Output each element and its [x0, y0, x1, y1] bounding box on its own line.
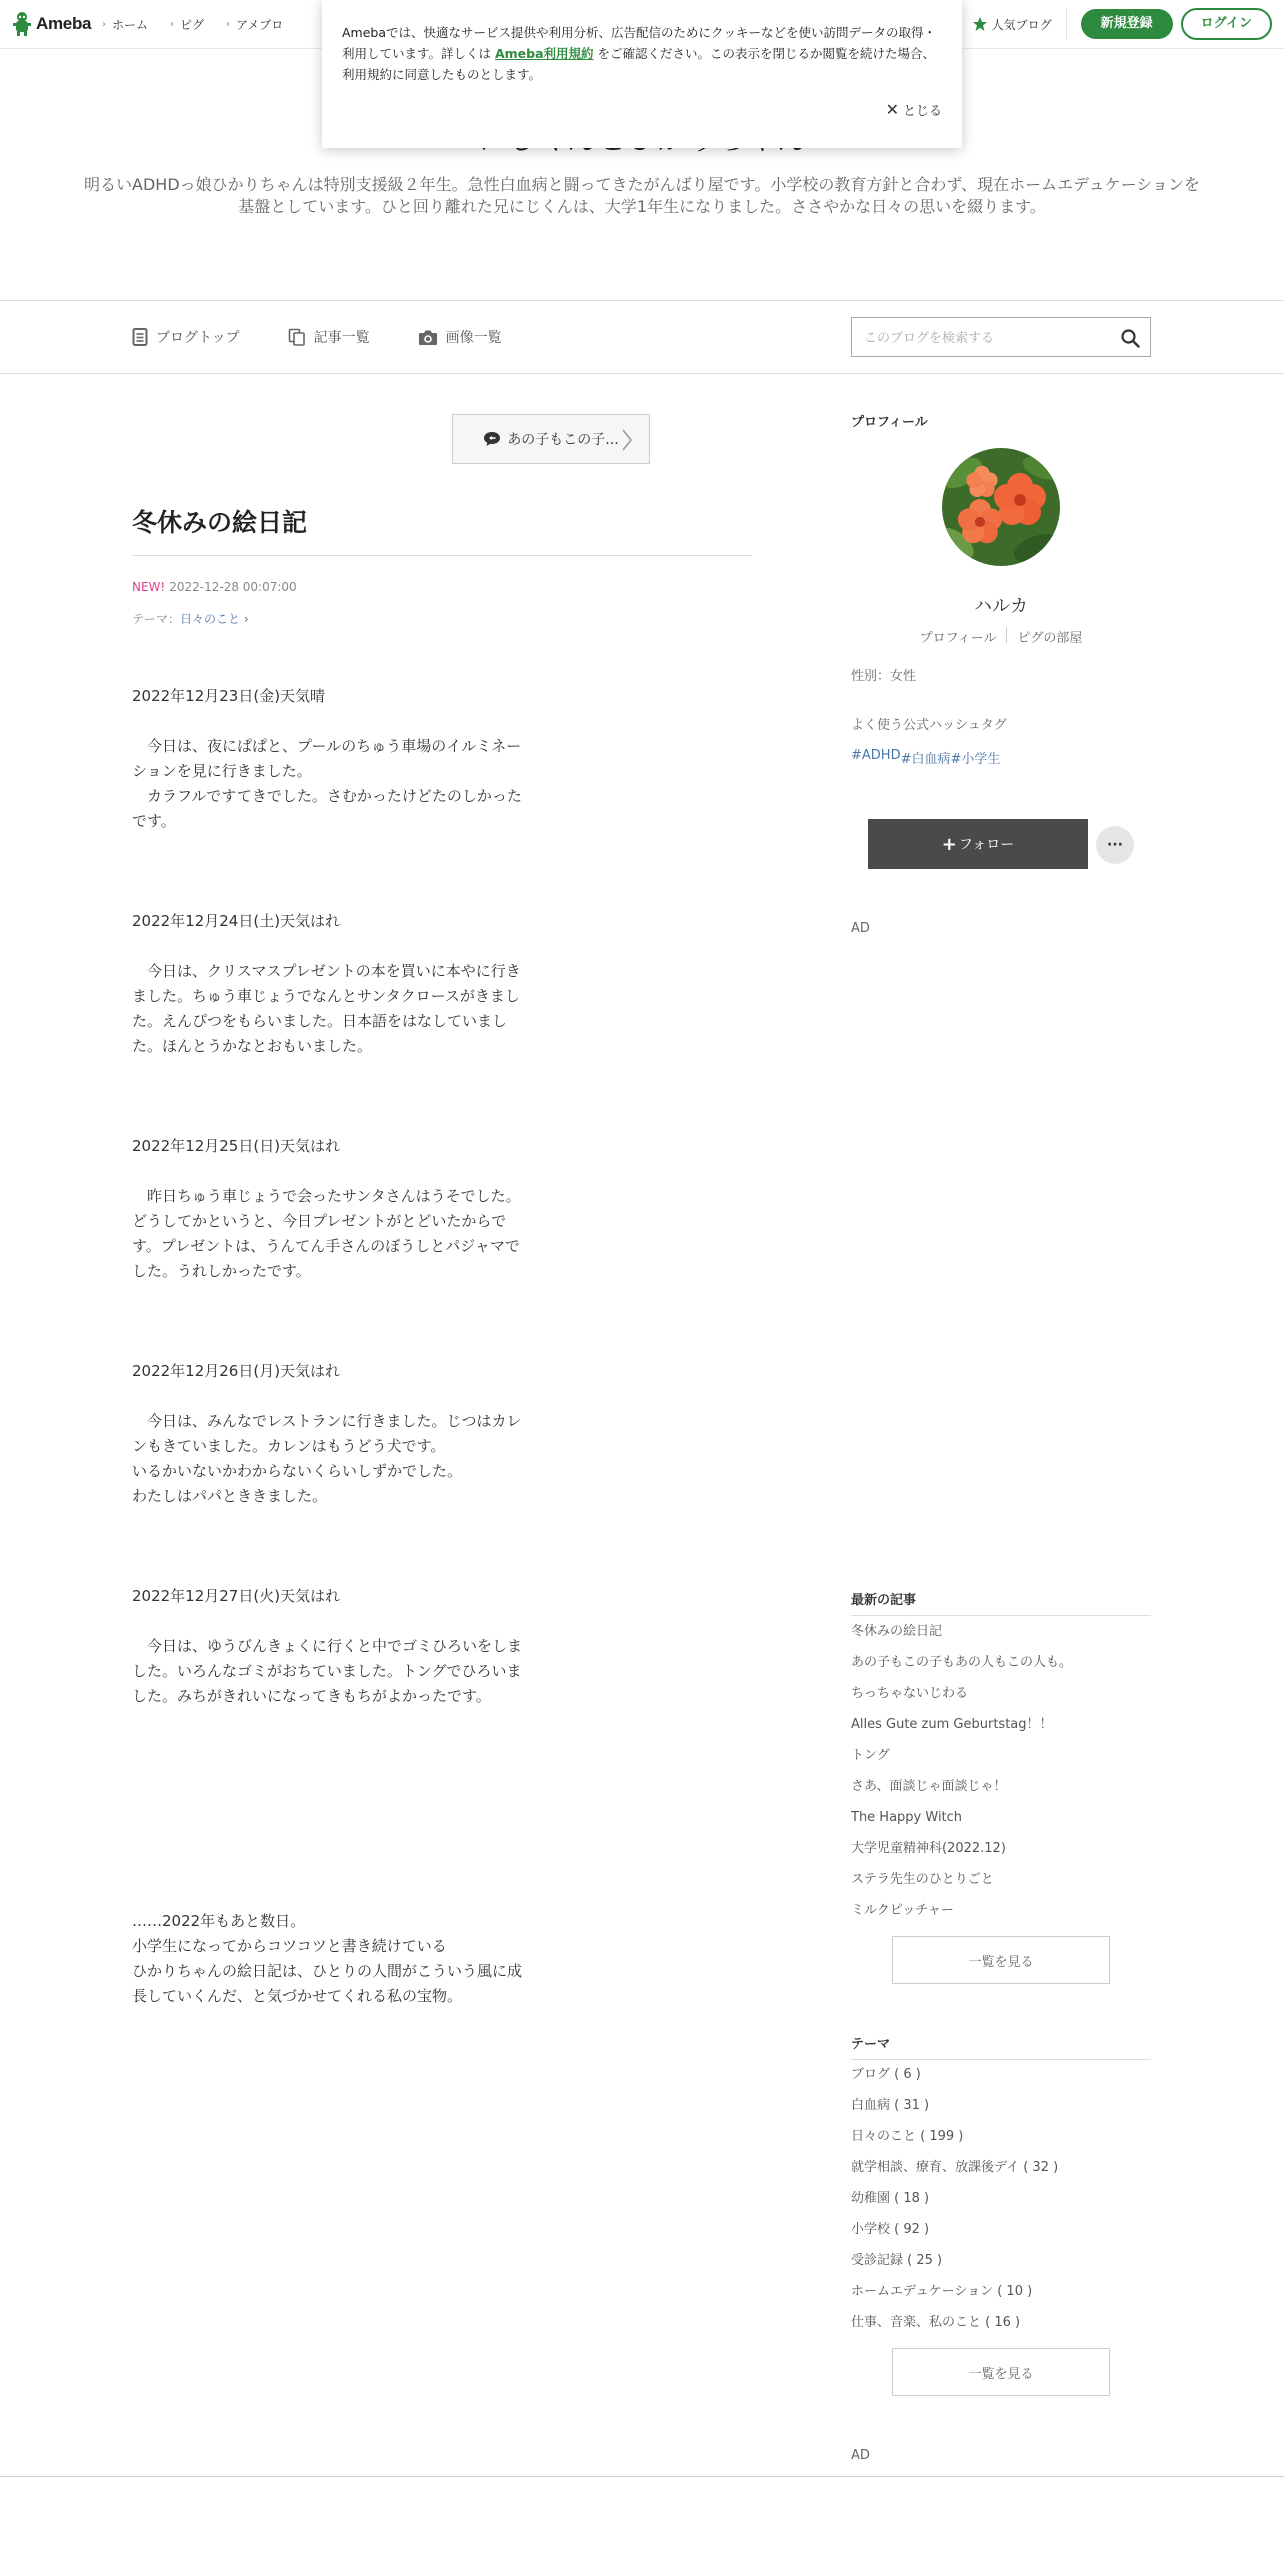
blog-subnav: [0, 300, 1284, 374]
list-item[interactable]: 冬休みの絵日記: [851, 1624, 943, 1639]
diary-date-1224: 2022年12月24日(土)天気はれ: [132, 912, 341, 930]
nav-pigg-label: ピグ: [180, 17, 205, 32]
close-icon: ✕: [885, 100, 899, 119]
list-item[interactable]: あの子もこの子もあの人もこの人も。: [851, 1655, 1073, 1670]
document-icon: [132, 328, 148, 346]
popular-blogs-label: 人気ブログ: [991, 17, 1052, 32]
register-button[interactable]: 新規登録: [1081, 9, 1173, 39]
chevron-right-icon: [621, 428, 633, 452]
list-item[interactable]: 就学相談、療育、放課後デイ ( 32 ): [851, 2160, 1059, 2175]
terms-link[interactable]: Ameba利用規約: [494, 46, 594, 61]
list-item[interactable]: ホームエデュケーション ( 10 ): [851, 2284, 1033, 2299]
popular-blogs-link[interactable]: [972, 8, 1067, 40]
logo-text: Ameba: [36, 14, 92, 33]
hashtag-list: [851, 748, 1000, 767]
diary-date-1227: 2022年12月27日(火)天気はれ: [132, 1587, 341, 1605]
diary-entry-1223: 今日は、夜にぱぱと、プールのちゅう車場のイルミネーションを見に行きました。 カラフルですてきでした。さむかったけどたのしかったです。: [132, 737, 522, 830]
prev-article-label: あの子もこの子...: [507, 432, 619, 448]
diary-date-1226: 2022年12月26日(月)天気はれ: [132, 1362, 341, 1380]
list-item[interactable]: The Happy Witch: [851, 1810, 963, 1825]
cookie-text-2: をご確認ください。この表示を閉じるか閲覧を続けた場合、利用規約に同意したものとします。: [342, 46, 936, 82]
theme-link[interactable]: 日々のこと: [180, 612, 241, 626]
nav-home[interactable]: [102, 16, 148, 33]
ameba-mascot-icon: [12, 11, 32, 37]
diary-entry-1227: 今日は、ゆうびんきょくに行くと中でゴミひろいをしました。いろんなゴミがおちていました。トングでひろいました。みちがきれいになってきもちがよかったです。: [132, 1637, 523, 1705]
hashtag-adhd[interactable]: #ADHD: [851, 748, 901, 763]
cookie-close-button[interactable]: [886, 100, 942, 119]
article-list-link[interactable]: [288, 327, 370, 347]
speech-bubble-icon: [483, 431, 501, 447]
cookie-consent-banner: [322, 0, 962, 148]
profile-links: [851, 627, 1151, 646]
list-item[interactable]: さあ、面談じゃ面談じゃ！: [851, 1779, 1007, 1794]
article-date: [132, 580, 297, 594]
list-item[interactable]: ミルクピッチャー: [851, 1903, 954, 1918]
list-item[interactable]: ちっちゃないじわる: [851, 1686, 969, 1701]
profile-avatar[interactable]: [942, 448, 1060, 566]
follow-button[interactable]: [868, 819, 1088, 869]
theme-heading: テーマ: [851, 2037, 891, 2052]
chevron-right-icon: ›: [243, 612, 249, 626]
camera-icon: [418, 329, 438, 346]
blog-search-input[interactable]: [862, 318, 1106, 358]
hashtag-elementary[interactable]: #小学生: [950, 752, 1001, 767]
blog-top-label: ブログトップ: [156, 330, 240, 346]
ad-label: AD: [851, 921, 870, 936]
diary-entry-1224: 今日は、クリスマスプレゼントの本を買いに本やに行きました。ちゅう車じょうでなんとサンタクロースがきました。えんぴつをもらいました。日本語をはなしていました。ほんとうかなとおもいました。: [132, 962, 521, 1055]
theme-see-all-button[interactable]: 一覧を見る: [892, 2348, 1110, 2396]
cookie-text-1: Amebaでは、快適なサービス提供や利用分析、広告配信のためにクッキーなどを使い訪問データの取得・利用しています。詳しくは: [342, 25, 937, 61]
nav-ameblo[interactable]: [226, 16, 283, 33]
chevron-right-icon: ›: [170, 18, 175, 30]
chevron-right-icon: ›: [102, 18, 106, 30]
hashtag-heading: よく使う公式ハッシュタグ: [851, 718, 1007, 733]
nav-pigg[interactable]: [170, 16, 204, 33]
diary-date-1225: 2022年12月25日(日)天気はれ: [132, 1137, 341, 1155]
chevron-right-icon: ›: [226, 18, 231, 30]
theme-label: テーマ：: [132, 612, 181, 626]
profile-link[interactable]: プロフィール: [919, 631, 997, 646]
list-item[interactable]: 幼稚園 ( 18 ): [851, 2191, 930, 2206]
hibiscus-photo: [942, 448, 1060, 566]
blog-top-link[interactable]: [132, 327, 240, 347]
footer-divider: [0, 2476, 1284, 2477]
article-list-label: 記事一覧: [313, 330, 370, 346]
new-badge: NEW!: [132, 580, 166, 594]
blog-description: 明るいADHDっ娘ひかりちゃんは特別支援級２年生。急性白血病と闘ってきたがんばり屋です。小学校の教育方針と合わず、現在ホームエデュケーションを基盤としています。ひと回り離れた兄にじくんは、大学1年生になりました。ささやかな日々の思いを綴ります。: [84, 175, 1200, 216]
list-item[interactable]: ブログ ( 6 ): [851, 2067, 921, 2082]
profile-name[interactable]: ハルカ: [974, 596, 1028, 617]
list-item[interactable]: トング: [851, 1748, 890, 1763]
hashtag-leukemia[interactable]: #白血病: [900, 752, 951, 767]
list-item[interactable]: 大学児童精神科(2022.12): [851, 1841, 1006, 1856]
copy-icon: [288, 328, 306, 346]
profile-gender: 性別：女性: [851, 669, 917, 684]
login-button[interactable]: ログイン: [1181, 8, 1272, 40]
search-icon[interactable]: [1120, 328, 1140, 348]
ameba-logo[interactable]: [12, 10, 91, 38]
image-list-link[interactable]: [418, 327, 502, 347]
article-theme: [132, 610, 249, 627]
closing-note: ……2022年もあと数日。 小学生になってからコツコツと書き続けている ひかりちゃんの絵日記は、ひとりの人間がこういう風に成長していくんだ、と気づかせてくれる私の宝物。: [132, 1912, 523, 2005]
follow-label: フォロー: [958, 837, 1015, 853]
cookie-close-label: とじる: [902, 104, 942, 119]
list-item[interactable]: 仕事、音楽、私のこと ( 16 ): [851, 2315, 1021, 2330]
diary-entry-1226: 今日は、みんなでレストランに行きました。じつはカレンもきていました。カレンはもうどう犬です。 いるかいないかわからないくらいしずかでした。 わたしはパパとききました。: [132, 1412, 522, 1505]
list-item[interactable]: 小学校 ( 92 ): [851, 2222, 930, 2237]
header-actions: [972, 0, 1272, 48]
prev-article-button[interactable]: [452, 414, 650, 464]
title-divider: [132, 555, 752, 556]
recent-see-all-button[interactable]: 一覧を見る: [892, 1936, 1110, 1984]
article-title[interactable]: 冬休みの絵日記: [132, 508, 308, 537]
divider: [1006, 627, 1007, 643]
nav-ameblo-label: アメブロ: [236, 17, 284, 32]
crown-icon: [972, 16, 988, 32]
nav-home-label: ホーム: [112, 17, 149, 32]
more-options-button[interactable]: ···: [1096, 826, 1134, 864]
list-item[interactable]: Alles Gute zum Geburtstag！！: [851, 1717, 1053, 1732]
list-item[interactable]: 白血病 ( 31 ): [851, 2098, 930, 2113]
cookie-message: [342, 22, 942, 85]
list-item[interactable]: 日々のこと ( 199 ): [851, 2129, 964, 2144]
image-list-label: 画像一覧: [445, 330, 502, 346]
profile-heading: プロフィール: [851, 415, 928, 430]
article-date-value: 2022-12-28 00:07:00: [169, 580, 297, 594]
list-item[interactable]: 受診記録 ( 25 ): [851, 2253, 943, 2268]
list-item[interactable]: ステラ先生のひとりごと: [851, 1872, 994, 1887]
diary-entry-1225: 昨日ちゅう車じょうで会ったサンタさんはうそでした。どうしてかというと、今日プレゼントがとどいたからです。プレゼントは、うんてん手さんのぼうしとパジャマでした。うれしかったです。: [132, 1187, 521, 1280]
plus-icon: +: [941, 833, 957, 855]
recent-articles-heading: 最新の記事: [851, 1593, 917, 1608]
recent-articles-list: [851, 1616, 1151, 1926]
pig-room-link[interactable]: ピグの部屋: [1017, 631, 1083, 646]
blog-search: [851, 317, 1151, 357]
diary-date-1223: 2022年12月23日(金)天気晴: [132, 687, 326, 705]
ad-label: AD: [851, 2448, 870, 2463]
theme-list: [851, 2059, 1151, 2338]
global-nav: [102, 0, 305, 48]
